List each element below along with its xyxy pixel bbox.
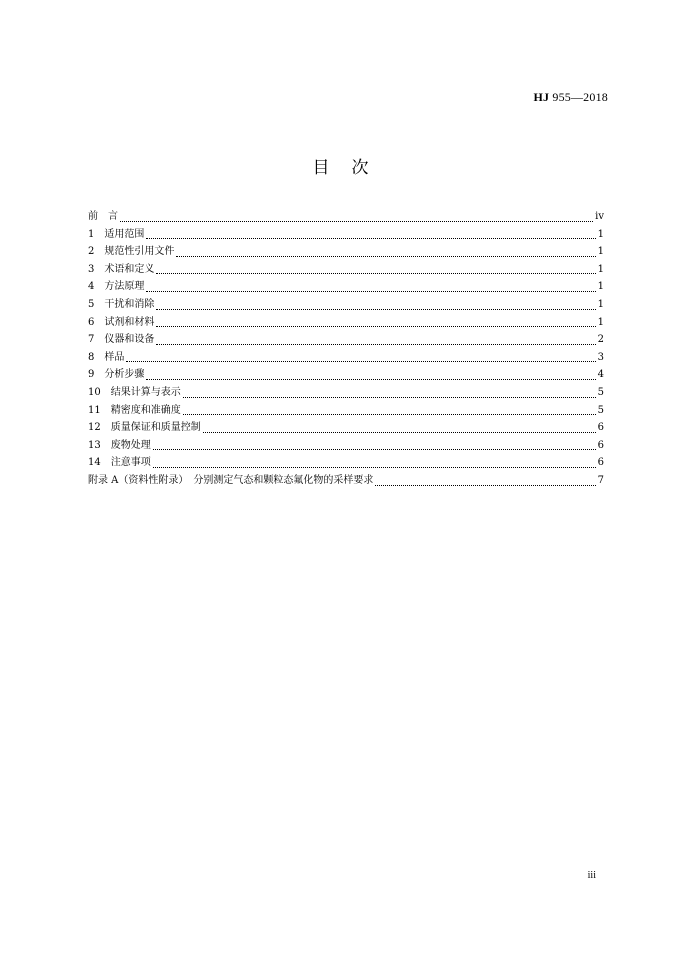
- toc-entry-page: 1: [597, 316, 604, 328]
- toc-entry[interactable]: [88, 278, 604, 296]
- toc-entry[interactable]: [88, 384, 604, 402]
- toc-leader-dots: [146, 238, 595, 239]
- toc-entry[interactable]: [88, 454, 604, 472]
- toc-entry[interactable]: [88, 208, 604, 226]
- toc-entry-page: 3: [597, 351, 604, 363]
- toc-entry-page: 1: [597, 263, 604, 275]
- toc-leader-dots: [126, 361, 595, 362]
- toc-leader-dots: [375, 485, 595, 486]
- toc-leader-dots: [183, 397, 596, 398]
- toc-entry[interactable]: [88, 226, 604, 244]
- toc-leader-dots: [183, 414, 596, 415]
- toc-entry-page: iv: [595, 211, 604, 222]
- standard-prefix: HJ: [533, 90, 550, 104]
- toc-entry[interactable]: [88, 419, 604, 437]
- toc-entry-label: 4 方法原理: [88, 281, 145, 293]
- toc-leader-dots: [156, 309, 595, 310]
- toc-entry-label: 9 分析步骤: [88, 369, 145, 381]
- toc-entry-label: 11 精密度和准确度: [88, 404, 181, 416]
- toc-entry-page: 1: [597, 298, 604, 310]
- page-title: 目次: [312, 158, 391, 178]
- table-of-contents: [88, 208, 604, 490]
- toc-entry-label: 13 废物处理: [88, 439, 151, 451]
- toc-leader-dots: [176, 256, 595, 257]
- toc-entry-page: 1: [597, 246, 604, 258]
- toc-entry-page: 1: [597, 281, 604, 293]
- toc-entry-label: 8 样品: [88, 351, 125, 363]
- toc-leader-dots: [146, 291, 595, 292]
- toc-leader-dots: [156, 326, 595, 327]
- toc-entry-page: 6: [597, 422, 604, 434]
- toc-entry[interactable]: [88, 261, 604, 279]
- standard-number: 955—2018: [549, 90, 608, 104]
- toc-entry-label: 7 仪器和设备: [88, 334, 155, 346]
- toc-entry-label: 6 试剂和材料: [88, 316, 155, 328]
- toc-leader-dots: [120, 221, 593, 222]
- toc-entry-page: 6: [597, 457, 604, 469]
- toc-entry-label: 3 术语和定义: [88, 263, 155, 275]
- toc-entry[interactable]: [88, 472, 604, 490]
- toc-entry-label: 1 适用范围: [88, 228, 145, 240]
- toc-entry[interactable]: [88, 296, 604, 314]
- toc-entry-page: 5: [597, 404, 604, 416]
- toc-entry[interactable]: [88, 437, 604, 455]
- toc-entry-label: 5 干扰和消除: [88, 298, 155, 310]
- toc-entry[interactable]: [88, 349, 604, 367]
- toc-entry-page: 4: [597, 369, 604, 381]
- page-number: iii: [587, 870, 596, 881]
- toc-leader-dots: [156, 344, 595, 345]
- toc-entry-page: 6: [597, 439, 604, 451]
- toc-entry-label: 2 规范性引用文件: [88, 246, 175, 258]
- toc-leader-dots: [153, 449, 596, 450]
- toc-entry-page: 5: [597, 386, 604, 398]
- toc-entry-label: 12 质量保证和质量控制: [88, 422, 201, 434]
- toc-entry-label: 14 注意事项: [88, 457, 151, 469]
- toc-leader-dots: [153, 467, 596, 468]
- toc-entry-page: 7: [597, 474, 604, 486]
- toc-leader-dots: [146, 379, 595, 380]
- toc-entry-label: 10 结果计算与表示: [88, 386, 181, 398]
- toc-leader-dots: [156, 273, 595, 274]
- toc-entry[interactable]: [88, 314, 604, 332]
- toc-entry-page: 1: [597, 228, 604, 240]
- toc-entry-label: 附录 A（资料性附录） 分别测定气态和颗粒态氟化物的采样要求: [88, 474, 374, 486]
- toc-entry[interactable]: [88, 331, 604, 349]
- toc-entry[interactable]: [88, 366, 604, 384]
- toc-entry-page: 2: [597, 334, 604, 346]
- toc-entry-label: 前 言: [88, 211, 118, 222]
- standard-code: [533, 90, 608, 105]
- toc-entry[interactable]: [88, 402, 604, 420]
- toc-leader-dots: [203, 432, 596, 433]
- toc-entry[interactable]: [88, 243, 604, 261]
